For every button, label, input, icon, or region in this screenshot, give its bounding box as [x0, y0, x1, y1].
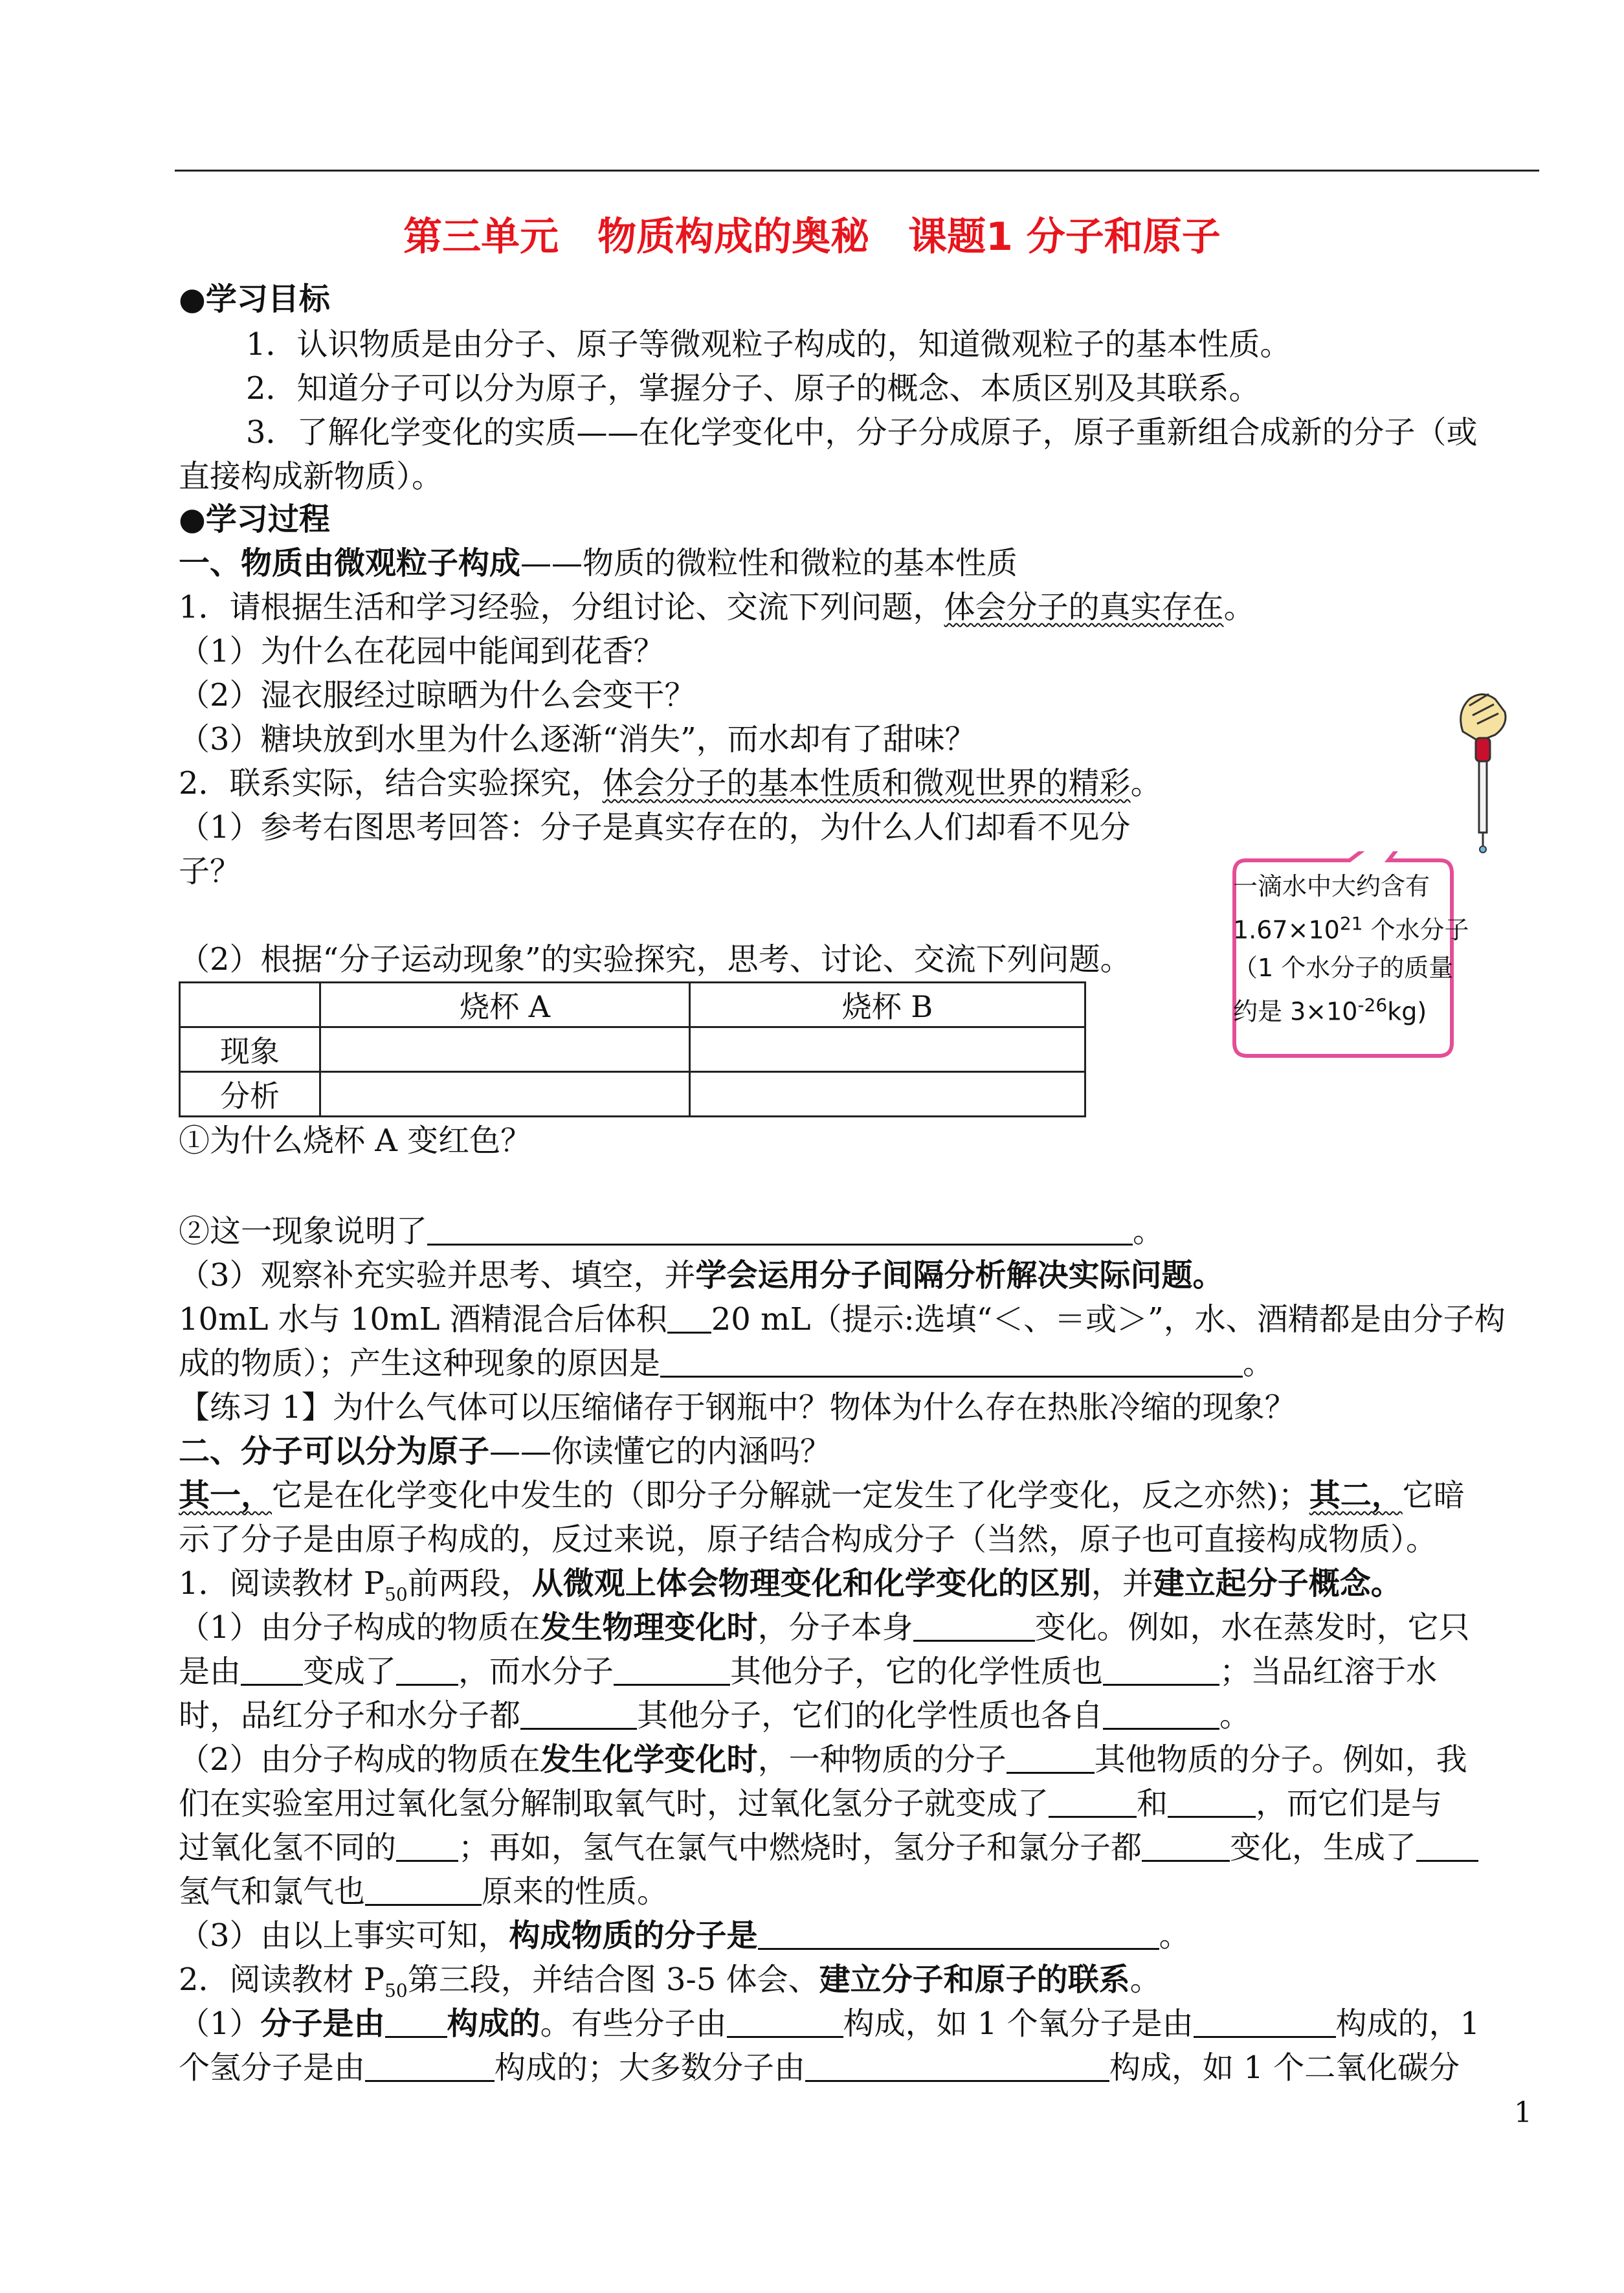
question-2-1: （1）参考右图思考回答：分子是真实存在的，为什么人们却看不见分 — [179, 809, 1131, 845]
question-1-3: （3）糖块放到水里为什么逐渐“消失”，而水却有了甜味？ — [179, 721, 976, 757]
fill-line-8: （3）由以上事实可知，构成物质的分子是 。 — [179, 1918, 1190, 1954]
process-heading: ●学习过程 — [179, 501, 330, 537]
answer-blank[interactable] — [1142, 1830, 1230, 1862]
table-header-a: 烧杯 A — [320, 983, 690, 1027]
goals-heading: ●学习目标 — [179, 281, 330, 317]
question-1-2: （2）湿衣服经过晾晒为什么会变干？ — [179, 677, 696, 713]
header-rule — [175, 170, 1539, 172]
question-1-1: （1）为什么在花园中能闻到花香？ — [179, 633, 665, 669]
answer-blank[interactable] — [660, 1346, 1243, 1378]
answer-blank[interactable] — [365, 2050, 495, 2082]
table-cell[interactable] — [320, 1027, 690, 1072]
question-3-line-2: 成的物质）；产生这种现象的原因是 。 — [179, 1345, 1274, 1381]
answer-blank[interactable] — [758, 1918, 1159, 1950]
table-corner — [180, 983, 320, 1027]
page-title: 第三单元 物质构成的奥秘 课题1 分子和原子 — [403, 214, 1221, 260]
beaker-table — [179, 981, 1086, 1117]
section-2-para: 其一，它是在化学变化中发生的（即分子分解就一定发生了化学变化，反之亦然)；其二，它暗 — [179, 1477, 1465, 1514]
question-2: 2．联系实际，结合实验探究，体会分子的基本性质和微观世界的精彩。 — [179, 765, 1162, 801]
bubble-line-4: 约是 $3\times 10^{-26}kg$) — [1233, 994, 1427, 1026]
answer-blank[interactable] — [1103, 1698, 1219, 1730]
answer-blank[interactable] — [396, 1654, 458, 1686]
exercise-1: 【练习 1】为什么气体可以压缩储存于钢瓶中？物体为什么存在热胀冷缩的现象？ — [179, 1389, 1296, 1426]
question-2-1-cont: 子？ — [179, 853, 241, 889]
reading-2: 2．阅读教材 $P_{50}$第三段，并结合图 3-5 体会、建立分子和原子的联系。 — [179, 1962, 1161, 2002]
section-2-heading: 二、分子可以分为原子——你读懂它的内涵吗？ — [179, 1433, 832, 1470]
answer-blank[interactable] — [614, 1654, 730, 1686]
question-2-2: （2）根据“分子运动现象”的实验探究，思考、讨论、交流下列问题。 — [179, 941, 1131, 978]
table-row-label: 分析 — [180, 1072, 320, 1117]
question-3-line-1: 10mL 水与 10mL 酒精混合后体积 20 mL（提示:选填“＜、＝或＞”，水、酒精都是由分子构 — [179, 1301, 1506, 1337]
answer-blank[interactable] — [520, 1698, 637, 1730]
page-number: 1 — [1514, 2096, 1532, 2129]
section-1-heading: 一、物质由微观粒子构成——物质的微粒性和微粒的基本性质 — [179, 545, 1018, 581]
answer-blank[interactable] — [1194, 2006, 1336, 2038]
fill-line-7: 氢气和氯气也 原来的性质。 — [179, 1874, 669, 1910]
fill-line-2: 是由 变成了 ，而水分子 其他分子，它的化学性质也 ；当品红溶于水 — [179, 1653, 1438, 1690]
fill-line-1: （1）由分子构成的物质在发生物理变化时，分子本身 变化。例如，水在蒸发时，它只 — [179, 1609, 1470, 1646]
fill-line-9: （1）分子是由 构成的。有些分子由 构成，如 1 个氧分子是由 构成的，1 — [179, 2006, 1480, 2042]
answer-blank[interactable] — [396, 1830, 458, 1862]
fill-line-10: 个氢分子是由 构成的；大多数分子由 构成，如 1 个二氧化碳分 — [179, 2050, 1460, 2086]
answer-blank[interactable] — [365, 1874, 482, 1906]
table-cell[interactable] — [320, 1072, 690, 1117]
answer-blank[interactable] — [241, 1654, 303, 1686]
answer-blank[interactable] — [1007, 1742, 1095, 1774]
section-2-para-cont: 示了分子是由原子构成的，反过来说，原子结合构成分子（当然，原子也可直接构成物质）。 — [179, 1521, 1438, 1558]
dropper-icon — [1443, 686, 1521, 855]
answer-blank[interactable] — [1168, 1786, 1256, 1818]
answer-blank[interactable] — [427, 1214, 1133, 1246]
fill-line-4: （2）由分子构成的物质在发生化学变化时，一种物质的分子 其他物质的分子。例如，我 — [179, 1741, 1467, 1778]
bubble-line-3: （1 个水分子的质量 — [1233, 953, 1454, 982]
goal-3-cont: 直接构成新物质）。 — [179, 458, 443, 495]
question-1: 1．请根据生活和学习经验，分组讨论、交流下列问题，体会分子的真实存在。 — [179, 589, 1255, 625]
question-3: （3）观察补充实验并思考、填空，并学会运用分子间隔分析解决实际问题。 — [179, 1257, 1224, 1293]
answer-blank[interactable] — [385, 2006, 447, 2038]
bubble-line-2: $1.67\times 10^{21}$ 个水分子 — [1233, 913, 1469, 945]
goal-1: 1．认识物质是由分子、原子等微观粒子构成的，知道微观粒子的基本性质。 — [246, 326, 1291, 363]
table-cell[interactable] — [690, 1072, 1085, 1117]
circle-question-1: ①为什么烧杯 A 变红色？ — [179, 1123, 532, 1159]
answer-blank[interactable] — [805, 2050, 1109, 2082]
fill-line-5: 们在实验室用过氧化氢分解制取氧气时，过氧化氢分子就变成了 和 ，而它们是与 — [179, 1785, 1443, 1822]
answer-blank[interactable] — [667, 1302, 711, 1334]
fill-line-3: 时，品红分子和水分子都 其他分子，它们的化学性质也各自 。 — [179, 1697, 1251, 1734]
circle-question-2: ②这一现象说明了 。 — [179, 1213, 1164, 1249]
answer-blank[interactable] — [727, 2006, 843, 2038]
answer-blank[interactable] — [913, 1610, 1035, 1642]
bubble-line-1: 一滴水中大约含有 — [1233, 872, 1430, 900]
reading-1: 1．阅读教材 $P_{50}$前两段，从微观上体会物理变化和化学变化的区别，并建立起分子概念。 — [179, 1565, 1402, 1605]
answer-blank[interactable] — [1103, 1654, 1219, 1686]
table-cell[interactable] — [690, 1027, 1085, 1072]
answer-blank[interactable] — [1049, 1786, 1137, 1818]
table-header-b: 烧杯 B — [690, 983, 1085, 1027]
answer-blank[interactable] — [1416, 1830, 1478, 1862]
goal-2: 2．知道分子可以分为原子，掌握分子、原子的概念、本质区别及其联系。 — [246, 370, 1260, 407]
table-row-label: 现象 — [180, 1027, 320, 1072]
bubble-text — [1233, 867, 1469, 1030]
goal-3: 3．了解化学变化的实质——在化学变化中，分子分成原子，原子重新组合成新的分子（或 — [246, 414, 1478, 451]
fill-line-6: 过氧化氢不同的 ；再如，氢气在氯气中燃烧时，氢分子和氯分子都 变化，生成了 — [179, 1828, 1478, 1867]
